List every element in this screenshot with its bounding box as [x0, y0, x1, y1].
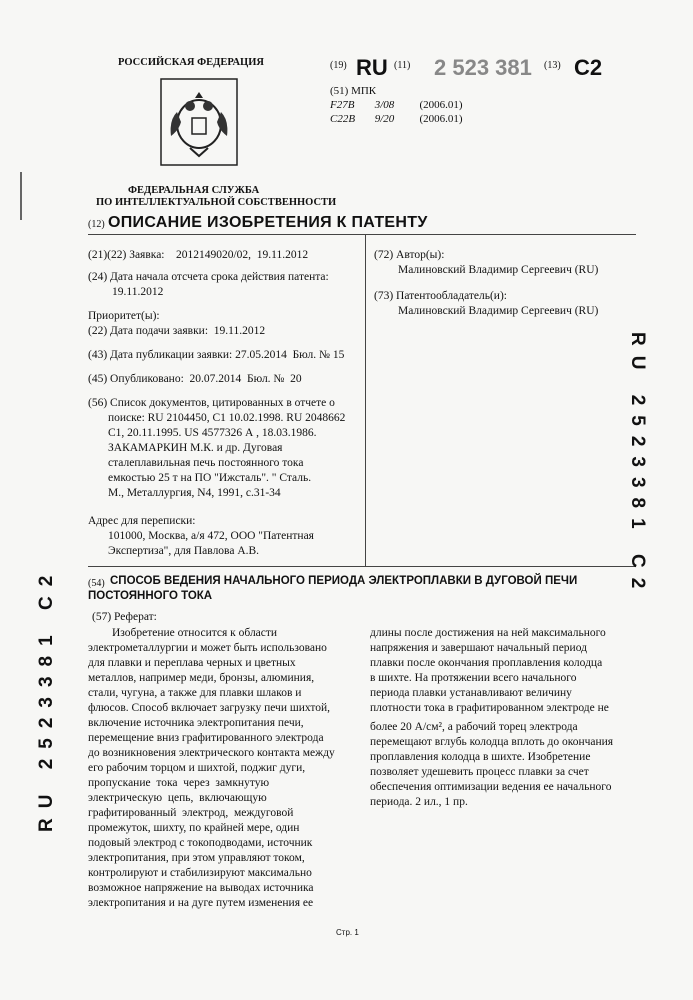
- application: (21)(22) Заявка: 2012149020/02, 19.11.2012: [88, 249, 309, 261]
- margin-bracket: [20, 172, 22, 220]
- abstract-line: его рабочим торцом и шихтой, поджиг дуги,: [88, 762, 306, 774]
- term-start-label: (24) Дата начала отсчета срока действия патента:: [88, 271, 329, 283]
- abstract-line: Изобретение относится к области: [112, 627, 278, 639]
- kind-code: C2: [574, 55, 603, 80]
- mpk-label: (51) МПК: [330, 85, 377, 97]
- page-label: Стр. 1: [336, 928, 359, 937]
- abstract-line: до возникновения электрического контакта между: [88, 747, 335, 759]
- abstract-line: включение источника электропитания печи,: [88, 717, 304, 729]
- russian-emblem: [160, 78, 238, 166]
- agency-line1: ФЕДЕРАЛЬНАЯ СЛУЖБА: [128, 185, 260, 196]
- ipc-group: 9/20: [374, 113, 395, 125]
- abstract-line: электрометаллургии и может быть использовано: [88, 642, 327, 654]
- ipc-version: (2006.01): [419, 113, 463, 125]
- side-number-right: RU 2523381 C2: [627, 332, 648, 599]
- ipc-class: F27B: [330, 99, 355, 111]
- code-13: (13): [544, 60, 561, 71]
- publication-date: (43) Дата публикации заявки: 27.05.2014 Бюл. № 15: [88, 349, 345, 361]
- vertical-rule: [365, 234, 366, 566]
- term-start-date: 19.11.2012: [112, 286, 164, 298]
- abstract-line: стали, чугуна, а также для плавки шлаков и: [88, 687, 302, 699]
- code-19: (19): [330, 60, 347, 71]
- ipc-row-2: [330, 112, 463, 126]
- abstract-line: периода плавки устанавливают величину: [370, 687, 572, 699]
- ipc-version: (2006.01): [419, 99, 463, 111]
- citations: [88, 396, 360, 501]
- abstract-line: пропускание тока через замкнутую: [88, 777, 270, 789]
- abstract-line: напряжения и завершают начальный период: [370, 642, 587, 654]
- abstract-line: графитированный электрод, междуговой: [88, 807, 294, 819]
- abstract-line: электропитания и на дуге путем изменения ее: [88, 897, 314, 909]
- citation-line: ЗАКАМАРКИН М.К. и др. Дуговая: [108, 442, 283, 454]
- invention-title-line1: СПОСОБ ВЕДЕНИЯ НАЧАЛЬНОГО ПЕРИОДА ЭЛЕКТРОПЛАВКИ В ДУГОВОЙ ПЕЧИ: [110, 575, 578, 587]
- abstract-line: периода. 2 ил., 1 пр.: [370, 796, 468, 808]
- abstract-line: перемещают вглубь колодца вплоть до окончания: [370, 736, 614, 748]
- invention-title-line2: ПОСТОЯННОГО ТОКА: [88, 590, 213, 602]
- citation-line: поиске: RU 2104450, C1 10.02.1998. RU 2048662: [108, 412, 346, 424]
- abstract-line: металлов, например меди, бронзы, алюминия,: [88, 672, 315, 684]
- address-label: Адрес для переписки:: [88, 515, 196, 527]
- published: (45) Опубликовано: 20.07.2014 Бюл. № 20: [88, 373, 302, 385]
- priority-label: Приоритет(ы):: [88, 310, 160, 322]
- abstract-line: перемещение вниз графитированного электрода: [88, 732, 324, 744]
- horizontal-rule-bottom: [88, 566, 636, 567]
- abstract-line: флюсов. Способ включает загрузку печи шихтой,: [88, 702, 330, 714]
- abstract-right-column: [370, 626, 638, 810]
- ipc-class: C22B: [330, 113, 356, 125]
- address-line: 101000, Москва, а/я 472, ООО "Патентная: [108, 530, 314, 542]
- abstract-line: возможное напряжение на выводах источника: [88, 882, 314, 894]
- citation-line: емкостью 25 т на ПО "Ижсталь". " Сталь.: [108, 472, 312, 484]
- invention-code: (54): [88, 578, 105, 589]
- abstract-line: для плавки и переплава черных и цветных: [88, 657, 296, 669]
- code-11: (11): [394, 60, 411, 71]
- country-code: RU: [356, 55, 388, 80]
- abstract-line: плотности тока в графитированном электроде не: [370, 702, 609, 714]
- ipc-row-1: [330, 98, 463, 112]
- citation-line: сталеплавильная печь постоянного тока: [108, 457, 304, 469]
- agency-line2: ПО ИНТЕЛЛЕКТУАЛЬНОЙ СОБСТВЕННОСТИ: [96, 197, 337, 208]
- abstract-line: более 20 А/см², а рабочий торец электрода: [370, 721, 578, 733]
- abstract-line: проплавления колодца в шихте. Изобретение: [370, 751, 591, 763]
- patent-number: 2 523 381: [434, 55, 532, 80]
- address-line: Экспертиза", для Павлова А.В.: [108, 545, 260, 557]
- abstract-line: позволяет удешевить процесс плавки за счет: [370, 766, 589, 778]
- citation-line: М., Металлургия, N4, 1991, с.31-34: [108, 487, 281, 499]
- abstract-line: в шихте. На протяжении всего начального: [370, 672, 577, 684]
- abstract-line: контролируют и стабилизируют максимально: [88, 867, 312, 879]
- owner-name: Малиновский Владимир Сергеевич (RU): [398, 305, 599, 317]
- abstract-line: промежуток, шихту, по крайней мере, один: [88, 822, 300, 834]
- owner-label: (73) Патентообладатель(и):: [374, 290, 507, 302]
- abstract-line: длины после достижения на ней максимального: [370, 627, 606, 639]
- document-title: ОПИСАНИЕ ИЗОБРЕТЕНИЯ К ПАТЕНТУ: [108, 214, 428, 231]
- abstract-left-column: [88, 626, 350, 911]
- country-name: РОССИЙСКАЯ ФЕДЕРАЦИЯ: [118, 57, 264, 68]
- citation-line: C1, 20.11.1995. US 4577326 А , 18.03.1986.: [108, 427, 317, 439]
- abstract-line: обеспечения оптимизации ведения ее начального: [370, 781, 612, 793]
- author-name: Малиновский Владимир Сергеевич (RU): [398, 264, 599, 276]
- citation-line: (56) Список документов, цитированных в отчете о: [88, 397, 335, 409]
- authors-label: (72) Автор(ы):: [374, 249, 445, 261]
- filing-date: (22) Дата подачи заявки: 19.11.2012: [88, 325, 266, 337]
- ipc-group: 3/08: [374, 99, 395, 111]
- abstract-line: электропитания, при этом управляют током,: [88, 852, 305, 864]
- abstract-line: электрическую цепь, включающую: [88, 792, 267, 804]
- abstract-line: подовый электрод с токоподводами, источник: [88, 837, 313, 849]
- abstract-label: (57) Реферат:: [92, 611, 157, 623]
- horizontal-rule-top: [88, 234, 636, 235]
- side-number-left: RU 2523381 C2: [36, 565, 57, 832]
- abstract-line: плавки после окончания проплавления колодца: [370, 657, 603, 669]
- title-code: (12): [88, 219, 105, 230]
